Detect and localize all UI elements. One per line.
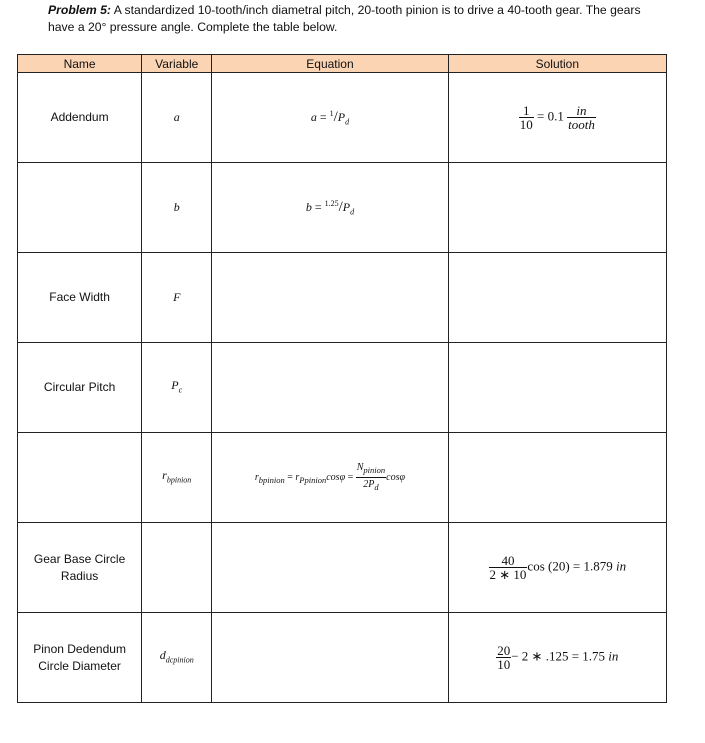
row-variable: F [142,253,212,343]
eq-den-sub: d [345,117,350,127]
eq-fraction: $\frac{N_{pinion}}{2P_d}$ [356,462,386,492]
row-name: Circular Pitch [18,343,142,433]
row-solution [448,343,666,433]
eq-den-sub: d [350,207,355,217]
eq-den: P [342,199,351,214]
eq-den: P [337,109,346,124]
row-equation [212,523,448,613]
row-equation [212,613,448,703]
header-row [18,55,667,73]
table-row [18,613,667,703]
row-variable: a [142,73,212,163]
row-solution: $\frac{20}{10}$ − 2 ∗ .125 = 1.75 in [448,613,666,703]
row-solution [448,253,666,343]
sol-fraction: $\frac{1}{10}$ [519,103,533,132]
row-name: Gear Base Circle Radius [18,523,142,613]
table-row [18,253,667,343]
sol-fraction: $\frac{20}{10}$ [497,643,511,672]
table-row [18,73,667,163]
eq-lhs: a [310,109,317,124]
row-name [18,433,142,523]
eq-num: 1 [329,108,334,118]
problem-text: A standardized 10-tooth/inch diametral pitch, 20-tooth pinion is to drive a 40-tooth gear. The gears have a 20° pressure angle. Complete the table below. [48,3,641,34]
header-name: Name [18,55,142,73]
eq-num: 1.25 [324,198,339,208]
row-solution [448,433,666,523]
row-name [18,163,142,253]
header-variable: Variable [142,55,212,73]
problem-label: Problem 5: [48,3,111,17]
row-name: Face Width [18,253,142,343]
eq-lhs: b [305,199,312,214]
row-equation [212,253,448,343]
sol-unit: $\frac{in}{\text{tooth}}$ [568,103,595,132]
row-solution: $\frac{40}{2 ∗ 10}$ cos (20) = 1.879 in [448,523,666,613]
header-solution: Solution [448,55,666,73]
table-row [18,523,667,613]
row-equation: $r_{bpinion} = r_{Ppinion}\cos\varphi$ = $\frac{N_{pinion}}{2P_d}$ cosφ [212,433,448,523]
gear-table [17,54,667,703]
row-variable: $d_{dcpinion}$ [142,613,212,703]
sol-mid: = 0.1 [537,108,564,124]
row-equation: $a = ^1/P_d$ [212,73,448,163]
row-variable: b [142,163,212,253]
row-equation [212,343,448,433]
table-row [18,433,667,523]
row-solution [448,163,666,253]
row-name: Addendum [18,73,142,163]
problem-statement [48,2,648,36]
row-variable: $P_c$ [142,343,212,433]
table-row [18,343,667,433]
row-equation: $b = ^{1.25}/P_d$ [212,163,448,253]
row-solution [448,73,666,163]
row-variable: $r_{bpinion}$ [142,433,212,523]
header-equation: Equation [212,55,448,73]
table-row [18,163,667,253]
sol-fraction: $\frac{40}{2 ∗ 10}$ [489,553,527,582]
row-variable [142,523,212,613]
row-name: Pinon Dedendum Circle Diameter [18,613,142,703]
